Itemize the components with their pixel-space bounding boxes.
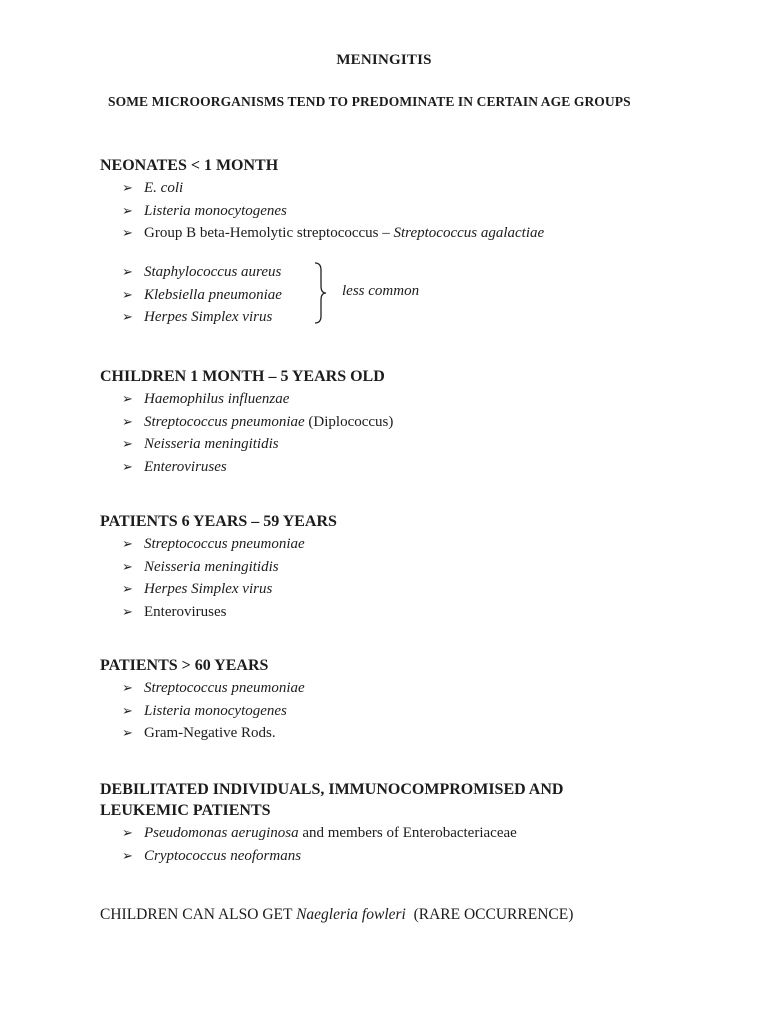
bullet-arrow-icon: ➢ bbox=[122, 680, 133, 695]
bullet-arrow-icon: ➢ bbox=[122, 581, 133, 596]
list-item: ➢ Listeria monocytogenes bbox=[122, 700, 660, 723]
organism-list bbox=[100, 177, 660, 245]
bullet-arrow-icon: ➢ bbox=[122, 458, 133, 474]
list-item: ➢ Herpes Simplex virus bbox=[122, 578, 660, 601]
page-title: MENINGITIS bbox=[336, 52, 432, 68]
bullet-arrow-icon: ➢ bbox=[122, 202, 133, 218]
bullet-arrow-icon: ➢ bbox=[122, 309, 133, 324]
bullet-arrow-icon: ➢ bbox=[122, 702, 133, 718]
list-item: ➢ Neisseria meningitidis bbox=[122, 556, 660, 579]
section-patients-60 bbox=[100, 655, 660, 745]
curly-brace-icon bbox=[313, 262, 327, 324]
section-heading: PATIENTS 6 YEARS – 59 YEARS bbox=[100, 513, 337, 530]
footer-note: CHILDREN CAN ALSO GET Naegleria fowleri (RARE OCCURRENCE) bbox=[100, 906, 574, 923]
section-neonates bbox=[100, 155, 660, 245]
bullet-arrow-icon: ➢ bbox=[122, 436, 133, 451]
bullet-arrow-icon: ➢ bbox=[122, 725, 133, 740]
bullet-arrow-icon: ➢ bbox=[122, 413, 133, 429]
bullet-arrow-icon: ➢ bbox=[122, 225, 133, 240]
bullet-arrow-icon: ➢ bbox=[122, 825, 133, 840]
list-item: ➢ Klebsiella pneumoniae bbox=[122, 284, 282, 307]
bullet-arrow-icon: ➢ bbox=[122, 847, 133, 863]
bullet-arrow-icon: ➢ bbox=[122, 264, 133, 279]
section-heading: CHILDREN 1 MONTH – 5 YEARS OLD bbox=[100, 368, 385, 385]
bullet-arrow-icon: ➢ bbox=[122, 286, 133, 302]
list-item: ➢ Pseudomonas aeruginosa and members of Enterobacteriaceae bbox=[122, 822, 720, 845]
section-heading: PATIENTS > 60 YEARS bbox=[100, 657, 269, 674]
organism-list bbox=[100, 533, 660, 623]
bullet-arrow-icon: ➢ bbox=[122, 603, 133, 619]
bullet-arrow-icon: ➢ bbox=[122, 180, 133, 195]
list-item: ➢ Gram-Negative Rods. bbox=[122, 722, 660, 745]
organism-list bbox=[100, 677, 660, 745]
list-item: ➢ Cryptococcus neoformans bbox=[122, 845, 720, 868]
section-heading: DEBILITATED INDIVIDUALS, IMMUNOCOMPROMISED AND LEUKEMIC PATIENTS bbox=[100, 781, 564, 819]
section-heading: NEONATES < 1 MONTH bbox=[100, 157, 279, 174]
section-children bbox=[100, 366, 660, 478]
list-item: ➢ Streptococcus pneumoniae bbox=[122, 533, 660, 556]
organism-list bbox=[100, 388, 660, 478]
less-common-label: less common bbox=[342, 283, 420, 299]
list-item: ➢ E. coli bbox=[122, 177, 660, 200]
list-item: ➢ Group B beta-Hemolytic streptococcus – Streptococcus agalactiae bbox=[122, 222, 660, 245]
list-item: ➢ Streptococcus pneumoniae bbox=[122, 677, 660, 700]
list-item: ➢ Staphylococcus aureus bbox=[122, 261, 282, 284]
bullet-arrow-icon: ➢ bbox=[122, 536, 133, 551]
list-item: ➢ Neisseria meningitidis bbox=[122, 433, 660, 456]
less-common-list bbox=[122, 261, 282, 329]
bullet-arrow-icon: ➢ bbox=[122, 391, 133, 406]
section-patients-6-59 bbox=[100, 511, 660, 623]
section-debilitated bbox=[100, 779, 720, 867]
list-item: ➢ Herpes Simplex virus bbox=[122, 306, 282, 329]
list-item: ➢ Haemophilus influenzae bbox=[122, 388, 660, 411]
list-item: ➢ Enteroviruses bbox=[122, 601, 660, 624]
organism-list bbox=[100, 822, 720, 867]
list-item: ➢ Streptococcus pneumoniae (Diplococcus) bbox=[122, 411, 660, 434]
bullet-arrow-icon: ➢ bbox=[122, 558, 133, 574]
page-subtitle: SOME MICROORGANISMS TEND TO PREDOMINATE IN CERTAIN AGE GROUPS bbox=[108, 94, 631, 109]
list-item: ➢ Enteroviruses bbox=[122, 456, 660, 479]
list-item: ➢ Listeria monocytogenes bbox=[122, 200, 660, 223]
